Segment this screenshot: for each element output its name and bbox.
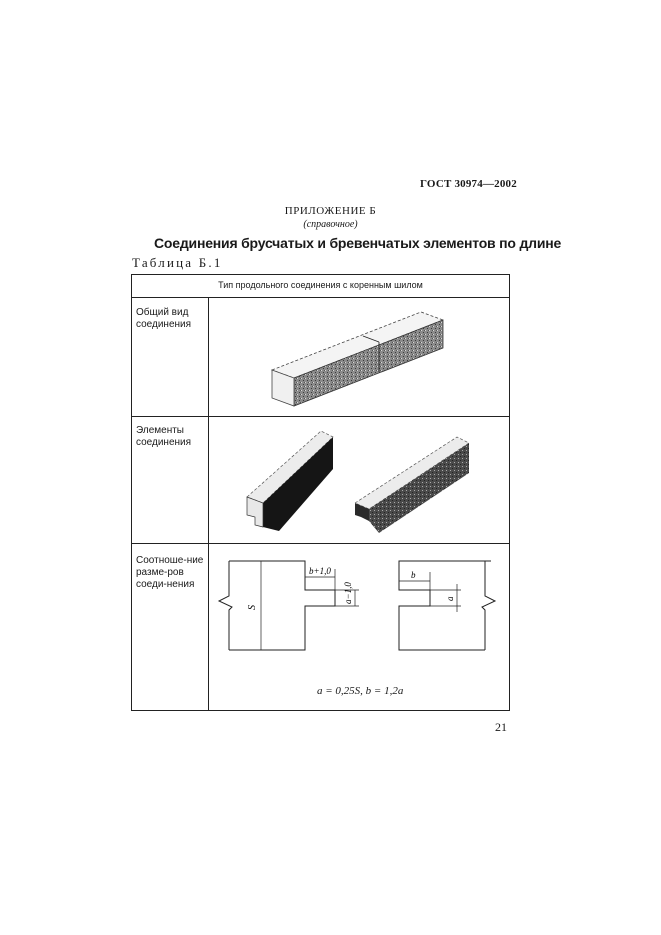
page-heading: Соединения брусчатых и бревенчатых элементов по длине bbox=[154, 235, 562, 251]
table-label: Таблица Б.1 bbox=[132, 255, 223, 270]
standard-code: ГОСТ 30974—2002 bbox=[420, 178, 517, 190]
dim-label-b-plus: b+1,0 bbox=[309, 566, 331, 576]
dimension-formula: a = 0,25S, b = 1,2a bbox=[317, 685, 404, 697]
row-label-general-view: Общий вид соединения bbox=[136, 307, 192, 330]
assembled-joint-drawing bbox=[209, 298, 509, 415]
dim-label-a-minus: a−1,0 bbox=[343, 582, 353, 604]
table-header: Тип продольного соединения с коренным шилом bbox=[218, 280, 423, 290]
row-label-elements: Элементы соединения bbox=[136, 425, 192, 448]
annex-note: (справочное) bbox=[303, 219, 358, 230]
annex-title: ПРИЛОЖЕНИЕ Б bbox=[284, 205, 377, 217]
dim-label-s: S bbox=[247, 605, 258, 610]
row-label-dimensions: Соотноше-ние разме-ров соеди-нения bbox=[136, 555, 204, 590]
dim-label-a: a bbox=[445, 596, 455, 601]
dim-label-b: b bbox=[411, 570, 416, 580]
page-number: 21 bbox=[495, 720, 507, 734]
joint-elements-drawing bbox=[209, 417, 509, 542]
joint-table bbox=[131, 274, 510, 711]
